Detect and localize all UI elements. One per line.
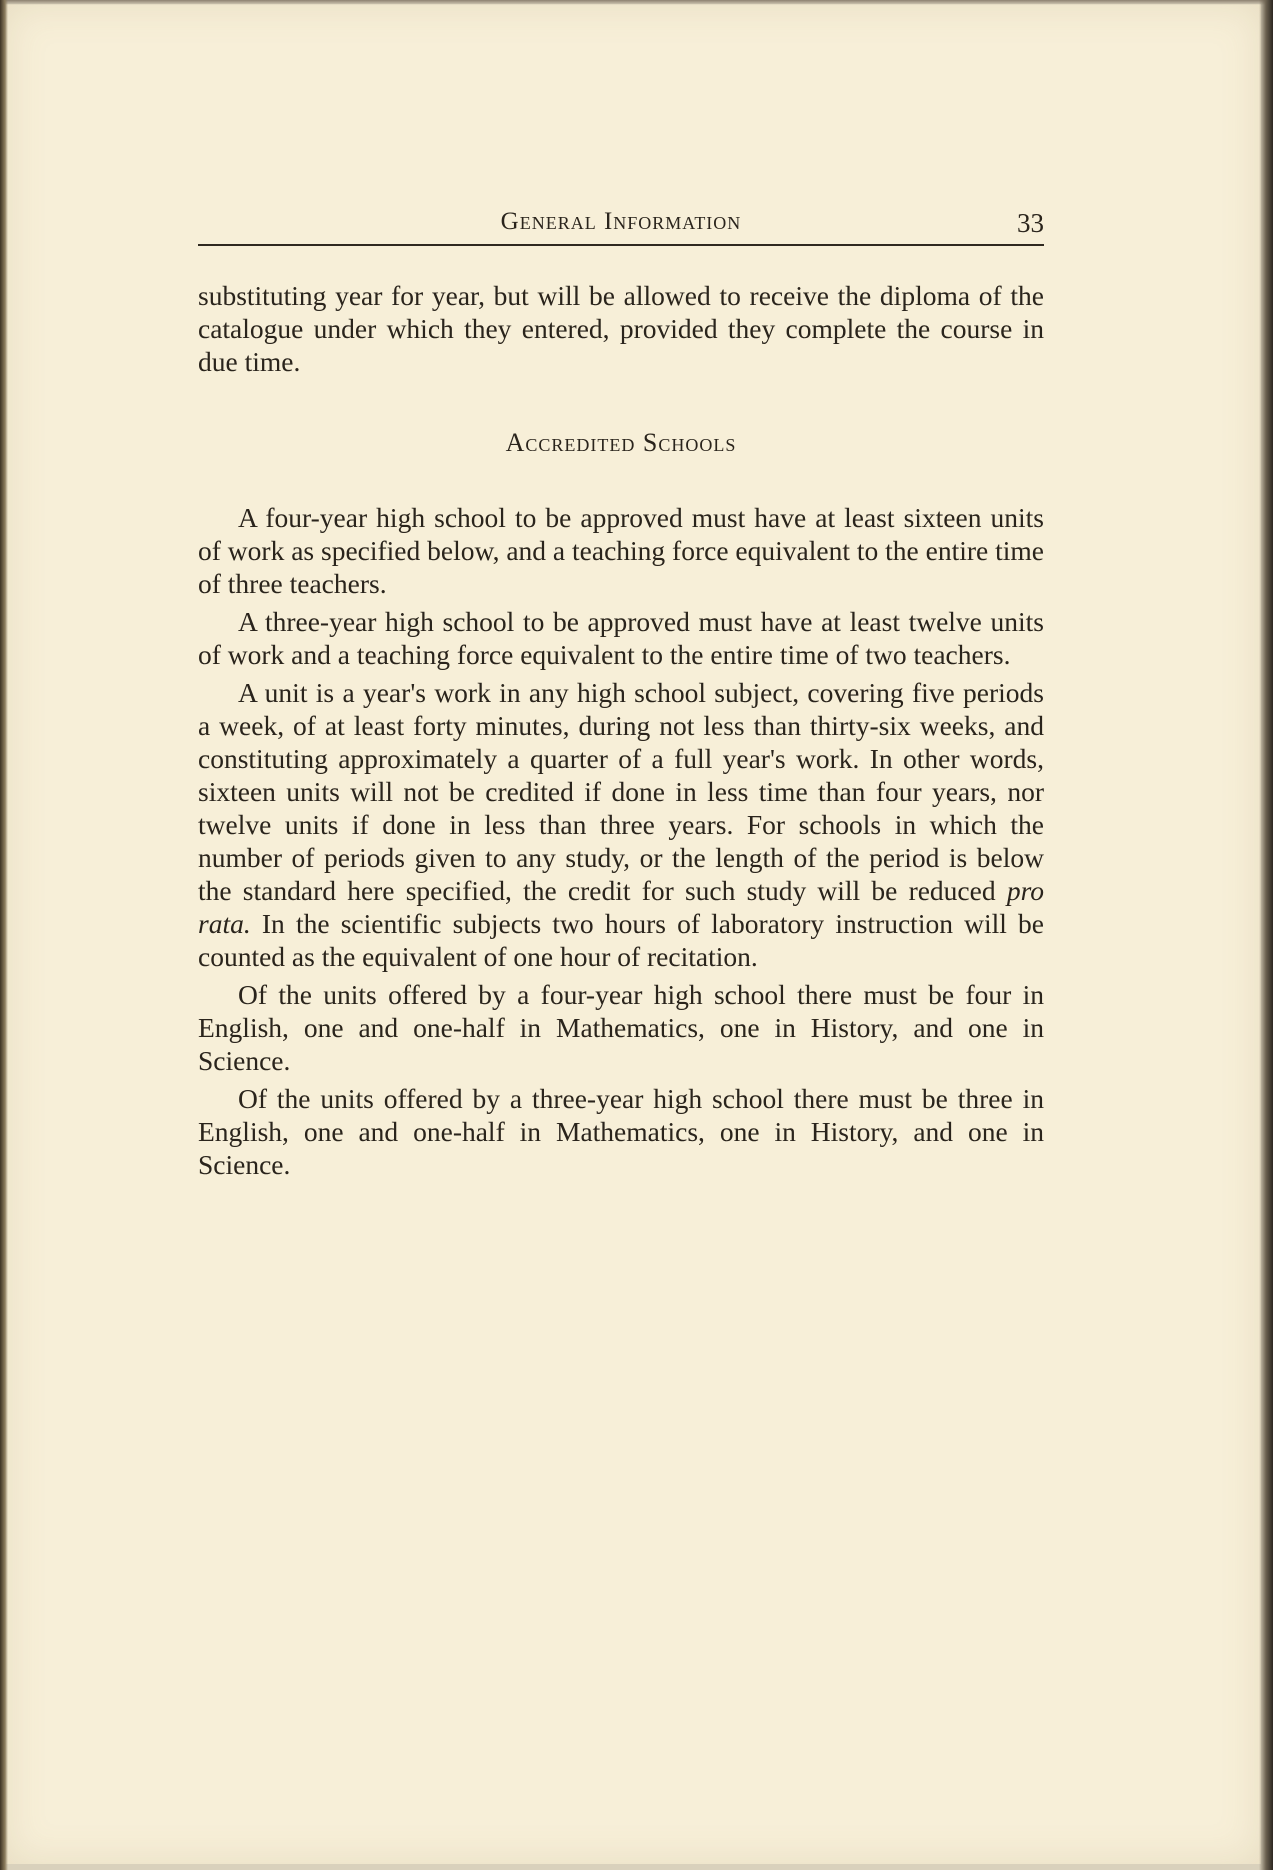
page-left-edge: [0, 0, 8, 1870]
running-head: [198, 200, 1044, 246]
page-top-edge: [0, 0, 1273, 5]
section-heading: Accredited Schools: [505, 428, 737, 457]
paragraph-three-year: A three-year high school to be approved must have at least twelve units of work and a teaching force equivalent to the entire time of two teachers.: [198, 606, 1044, 670]
paragraph-four-year-units: Of the units offered by a four-year high school there must be four in English, one and one-half in Mathematics, one in History, and one in Science.: [198, 979, 1044, 1076]
running-head-title: General Information: [500, 208, 742, 235]
paragraph-three-year-units: Of the units offered by a three-year high school there must be three in English, one and one-half in Mathematics, one in History, and one in Science.: [198, 1083, 1044, 1180]
unit-text-before: A unit is a year's work in any high school subject, covering five periods a week, of at least forty minutes, during not less than thirty-six weeks, and constituting approximately a quarter of a full year's work. In other words, sixteen units will not be credited if done in less time than four years, nor twelve units if done in less than three years. For schools in which the number of periods given to any study, or the length of the period is below the standard here specified, the credit for such study will be reduced: [198, 677, 1044, 906]
page-right-edge: [1259, 0, 1273, 1870]
continued-paragraph: substituting year for year, but will be allowed to receive the diploma of the catalogue under which they entered, provided they complete the course in due time.: [198, 280, 1044, 377]
unit-text-italic: pro rata.: [198, 875, 1045, 939]
paragraph-unit-definition: [198, 676, 1044, 973]
page-content: [198, 200, 1044, 1186]
body-text: [198, 279, 1044, 1181]
unit-text-after: In the scientific subjects two hours of laboratory instruction will be counted as the equivalent of one hour of recitation.: [198, 908, 1045, 972]
page-number: 33: [1017, 208, 1044, 238]
paragraph-four-year: A four-year high school to be approved must have at least sixteen units of work as specified below, and a teaching force equivalent to the entire time of three teachers.: [198, 502, 1044, 599]
